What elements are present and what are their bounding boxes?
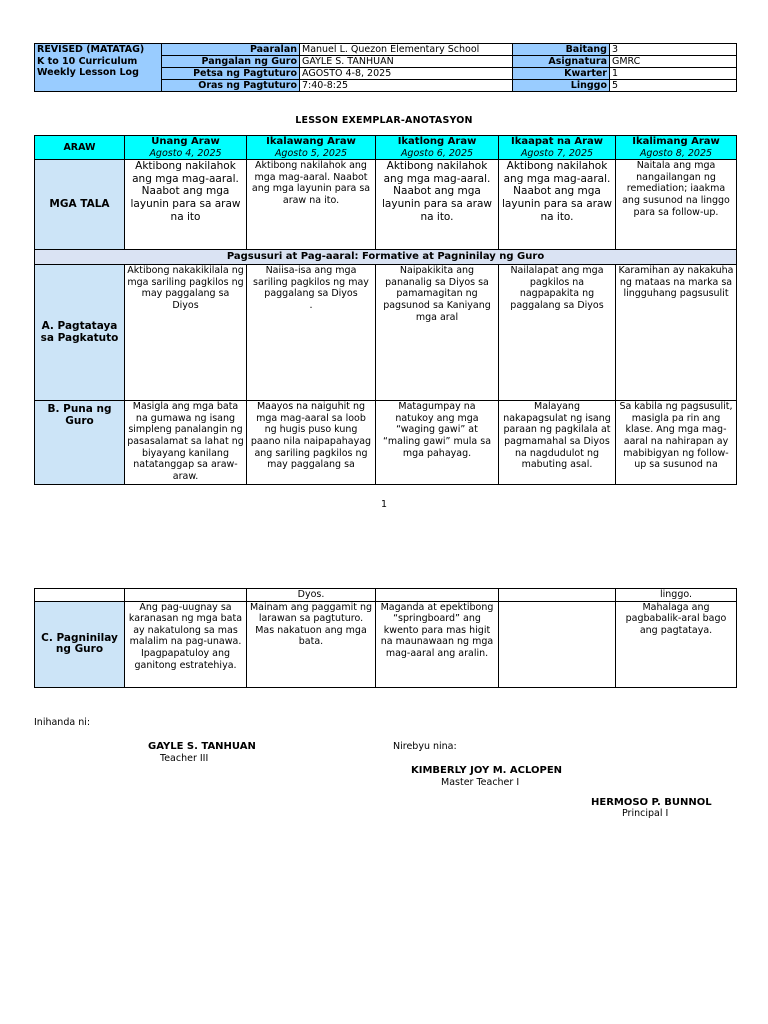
subject-label: Asignatura [513, 56, 610, 68]
day-name: Ikatlong Araw [397, 136, 477, 147]
day-header-row [35, 136, 737, 160]
pagninilay-row [35, 601, 737, 687]
day-name: Ikaapat na Araw [510, 136, 604, 147]
pagtataya-cell-2 [247, 265, 376, 401]
preparer-name: GAYLE S. TANHUAN [148, 741, 256, 752]
mga-tala-label: MGA TALA [35, 160, 125, 250]
araw-label: ARAW [35, 136, 125, 160]
carry-cell: Dyos. [247, 589, 376, 602]
mga-tala-cell: Aktibong nakilahok ang mga mag-aaral. Naabot ang mga layunin para sa araw na ito [125, 160, 247, 250]
pagtataya-cell: Karamihan ay nakakuha ng mataas na marka sa lingguhang pagsusulit [616, 265, 737, 401]
time-value: 7:40-8:25 [300, 80, 513, 92]
day-date: Agosto 7, 2025 [520, 147, 594, 159]
grade-label: Baitang [513, 44, 610, 56]
mga-tala-row [35, 160, 737, 250]
puna-cell: Malayang nakapagsulat ng isang paraan ng pagkilala at pagmamahal sa Diyos na nagdudulot ng mabuting asal. [499, 401, 616, 485]
reviewer2-name: HERMOSO P. BUNNOL [591, 797, 712, 808]
preparer-title: Teacher III [160, 753, 209, 764]
day-date: Agosto 4, 2025 [149, 147, 222, 159]
teacher-label: Pangalan ng Guro [162, 56, 300, 68]
section-row [35, 250, 737, 265]
teacher-value: GAYLE S. TANHUAN [300, 56, 513, 68]
week-label: Linggo [513, 80, 610, 92]
pagtataya-cell: Aktibong nakakikilala ng mga sariling pagkilos ng may paggalang sa Diyos [125, 265, 247, 401]
quarter-value: 1 [610, 68, 737, 80]
mga-tala-cell: Aktibong nakilahok ang mga mag-aaral. Naabot ang mga layunin para sa araw na ito. [376, 160, 499, 250]
lesson-log-header [34, 43, 737, 92]
mga-tala-cell: Aktibong nakilahok ang mga mag-aaral. Naabot ang mga layunin para sa araw na ito. [247, 160, 376, 250]
pagtataya-row [35, 265, 737, 401]
day-date: Agosto 6, 2025 [400, 147, 474, 159]
section-title: Pagsusuri at Pag-aaral: Formative at Pagninilay ng Guro [35, 250, 737, 265]
day-date: Agosto 5, 2025 [274, 147, 348, 159]
curriculum-title-line-2: K to 10 Curriculum [37, 55, 138, 67]
time-label: Oras ng Pagtuturo [162, 80, 300, 92]
date-label: Petsa ng Pagtuturo [162, 68, 300, 80]
day-header-4 [499, 136, 616, 160]
pagninilay-cell: Mainam ang paggamit ng larawan sa pagtuturo. Mas nakatuon ang mga bata. [247, 601, 376, 687]
day-name: Unang Araw [151, 136, 220, 147]
reviewer2-title: Principal I [622, 808, 669, 819]
carry-cell [376, 589, 499, 602]
subject-value: GMRC [610, 56, 737, 68]
pagninilay-cell: Ang pag-uugnay sa karanasan ng mga bata ay nakatulong sa mas malalim na pag-unawa. Ipagpapatuloy ang ganitong estratehiya. [125, 601, 247, 687]
carry-cell: linggo. [616, 589, 737, 602]
school-label: Paaralan [162, 44, 300, 56]
pagninilay-cell [499, 601, 616, 687]
pagtataya-label: A. Pagtataya sa Pagkatuto [35, 265, 125, 401]
exemplar-title: LESSON EXEMPLAR-ANOTASYON [295, 115, 473, 126]
reviewed-by-label: Nirebyu nina: [393, 741, 457, 752]
pagninilay-cell: Maganda at epektibong “springboard” ang kwento para mas higit na maunawaan ng mga mag-aaral ang aralin. [376, 601, 499, 687]
school-value: Manuel L. Quezon Elementary School [300, 44, 513, 56]
date-value: AGOSTO 4-8, 2025 [300, 68, 513, 80]
puna-cell: Masigla ang mga bata na gumawa ng isang simpleng panalangin ng pasasalamat sa lahat ng biyayang kanilang natatanggap sa araw-araw. [125, 401, 247, 485]
lesson-exemplar-table [34, 135, 737, 485]
pagtataya-cell: Nailalapat ang mga pagkilos na nagpapakita ng paggalang sa Diyos [499, 265, 616, 401]
grade-value: 3 [610, 44, 737, 56]
day-header-3 [376, 136, 499, 160]
puna-cell: Matagumpay na natukoy ang mga “waging gawi” at “maling gawi” mula sa mga pahayag. [376, 401, 499, 485]
curriculum-title-line-3: Weekly Lesson Log [37, 67, 139, 78]
curriculum-title [35, 44, 162, 92]
day-header-5 [616, 136, 737, 160]
puna-cell: Maayos na naiguhit ng mga mag-aaral sa loob ng hugis puso kung paano nila naipapahayag ang sariling pagkilos ng may paggalang sa [247, 401, 376, 485]
day-name: Ikalimang Araw [632, 136, 720, 147]
pagninilay-cell: Mahalaga ang pagbabalik-aral bago ang pagtataya. [616, 601, 737, 687]
pagtataya-cell: Naipakikita ang pananalig sa Diyos sa pamamagitan ng pagsunod sa Kaniyang mga aral [376, 265, 499, 401]
puna-cell: Sa kabila ng pagsusulit, masigla pa rin ang klase. Ang mga mag-aaral na nahirapan ay mabibigyan ng follow-up sa susunod na [616, 401, 737, 485]
puna-label: B. Puna ng Guro [35, 401, 125, 485]
puna-row [35, 401, 737, 485]
day-date: Agosto 8, 2025 [639, 147, 713, 159]
day-header-1 [125, 136, 247, 160]
reviewer1-title: Master Teacher I [441, 777, 520, 788]
day-name: Ikalawang Araw [266, 136, 356, 147]
week-value: 5 [610, 80, 737, 92]
prepared-by-label: Inihanda ni: [34, 717, 91, 728]
page-number: 1 [380, 499, 388, 510]
mga-tala-cell: Aktibong nakilahok ang mga mag-aaral. Naabot ang mga layunin para sa araw na ito. [499, 160, 616, 250]
pagtataya-text: Naiisa-isa ang mga sariling pagkilos ng may paggalang sa Diyos [253, 265, 369, 300]
mga-tala-cell: Naitala ang mga nangailangan ng remediation; iaakma ang susunod na linggo para sa follow-up. [616, 160, 737, 250]
day-header-2 [247, 136, 376, 160]
carry-cell [125, 589, 247, 602]
quarter-label: Kwarter [513, 68, 610, 80]
pagninilay-label: C. Pagninilay ng Guro [35, 601, 125, 687]
carry-over-row [35, 589, 737, 602]
carry-cell [499, 589, 616, 602]
curriculum-title-line-1: REVISED (MATATAG) [37, 44, 145, 55]
reviewer1-name: KIMBERLY JOY M. ACLOPEN [411, 765, 563, 776]
carry-cell [35, 589, 125, 602]
pagtataya-dot: . [309, 299, 313, 311]
continuation-table [34, 588, 737, 688]
